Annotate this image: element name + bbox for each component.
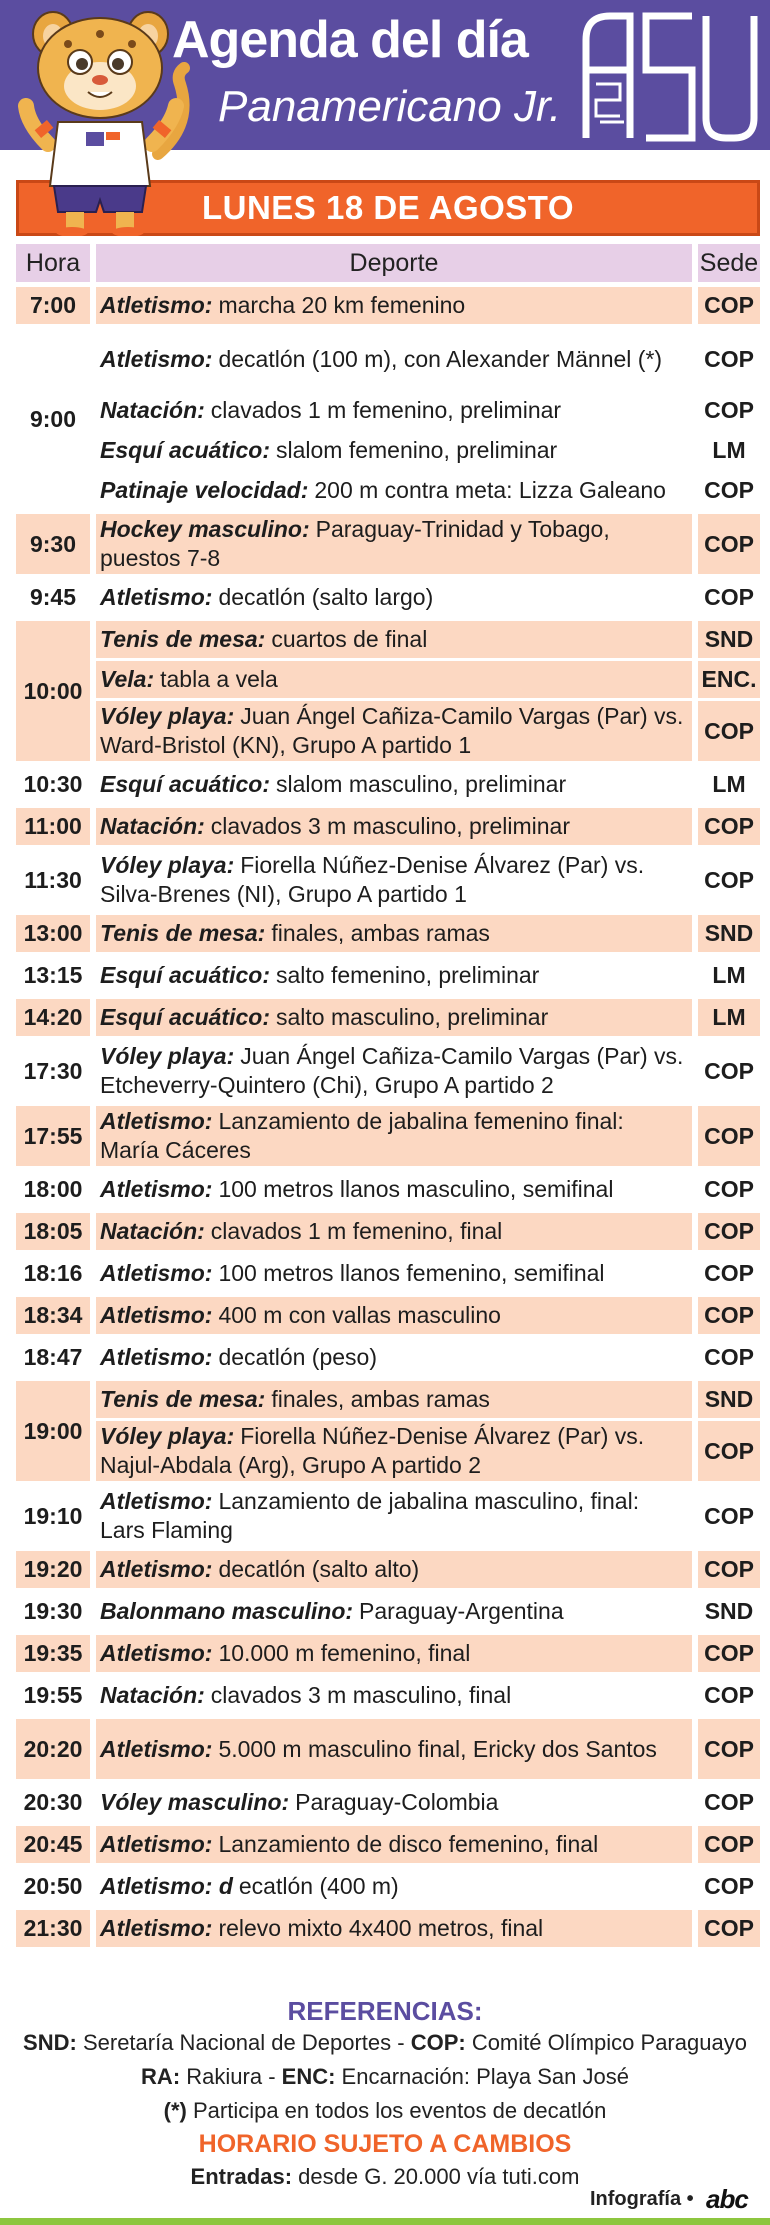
venue-code: COP xyxy=(704,1260,754,1286)
event-detail: relevo mixto 4x400 metros, final xyxy=(218,1915,544,1941)
time-cell: 19:20 xyxy=(16,1551,90,1588)
event-detail: Paraguay-Trinidad y Tobago, puestos 7-8 xyxy=(100,516,610,571)
time-cell: 9:00 xyxy=(29,405,77,432)
venue-code: SND xyxy=(698,621,760,658)
event-detail: Fiorella Núñez-Denise Álvarez (Par) vs. Najul-Abdala (Arg), Grupo A partido 2 xyxy=(100,1423,645,1478)
event-text xyxy=(100,1639,470,1668)
time-cell: 18:47 xyxy=(23,1344,83,1370)
time-cell: 18:00 xyxy=(23,1176,83,1202)
sport-name: Tenis de mesa: xyxy=(100,626,266,652)
event-detail: Juan Ángel Cañiza-Camilo Vargas (Par) vs. Ward-Bristol (KN), Grupo A partido 1 xyxy=(100,703,684,758)
event-description xyxy=(96,432,692,469)
event-description xyxy=(96,1635,692,1672)
event-description xyxy=(96,915,692,952)
venue-code: LM xyxy=(712,962,746,988)
sport-name: Atletismo: xyxy=(100,1260,213,1286)
column-header-sede: Sede xyxy=(698,244,760,282)
event-text xyxy=(100,812,570,841)
venue-code: LM xyxy=(712,771,746,797)
time-cell: 18:16 xyxy=(23,1260,83,1286)
sport-name: Atletismo: xyxy=(100,1831,213,1857)
venue-code: COP xyxy=(698,287,760,324)
event-detail: 100 metros llanos masculino, semifinal xyxy=(218,1176,614,1202)
event-detail: Paraguay-Colombia xyxy=(295,1789,499,1815)
event-text xyxy=(100,291,465,320)
event-text xyxy=(100,1107,686,1165)
venue-code: LM xyxy=(712,437,746,463)
snd-key: SND: xyxy=(23,2030,77,2055)
snd-text: Seretaría Nacional de Deportes - xyxy=(82,2030,411,2055)
venue-code: COP xyxy=(698,1551,760,1588)
venue-code: COP xyxy=(704,1344,754,1370)
event-text xyxy=(100,583,433,612)
event-description xyxy=(96,1297,692,1334)
venue-code: COP xyxy=(698,1421,760,1481)
event-description xyxy=(96,472,692,509)
sport-name: Vela: xyxy=(100,666,155,692)
sport-name: Atletismo: xyxy=(100,584,213,610)
event-detail: decatlón (100 m), con Alexander Männel (*) xyxy=(218,345,663,372)
venue-code: LM xyxy=(698,999,760,1036)
event-text xyxy=(100,1301,501,1330)
venue-code: SND xyxy=(698,915,760,952)
schedule-table xyxy=(16,244,760,1952)
event-description xyxy=(96,1551,692,1588)
references-title: REFERENCIAS: xyxy=(287,1996,483,2026)
event-text xyxy=(100,961,539,990)
sport-name: Natación: xyxy=(100,1218,205,1244)
event-detail: slalom femenino, preliminar xyxy=(275,437,558,463)
venue-code: COP xyxy=(704,397,754,423)
event-description xyxy=(96,701,692,761)
event-text xyxy=(100,396,561,425)
sport-name: Atletismo: d xyxy=(100,1873,233,1899)
time-cell: 9:30 xyxy=(16,514,90,574)
venue-code: COP xyxy=(698,1106,760,1166)
event-description xyxy=(96,1486,692,1546)
sport-name: Atletismo: xyxy=(100,1640,213,1666)
venue-code: COP xyxy=(704,1057,754,1084)
event-detail: 100 metros llanos femenino, semifinal xyxy=(218,1260,605,1286)
event-detail: Juan Ángel Cañiza-Camilo Vargas (Par) vs. Etcheverry-Quintero (Chi), Grupo A partido 2 xyxy=(100,1043,684,1098)
sport-name: Balonmano masculino: xyxy=(100,1598,354,1624)
references-line-3 xyxy=(0,2094,770,2128)
event-detail: Lanzamiento de jabalina femenino final: María Cáceres xyxy=(100,1108,624,1163)
time-cell: 10:00 xyxy=(16,621,90,761)
venue-code: COP xyxy=(698,1910,760,1947)
event-description xyxy=(96,850,692,910)
sport-name: Atletismo: xyxy=(100,1556,213,1582)
event-text xyxy=(100,919,490,948)
venue-code: COP xyxy=(704,345,754,372)
time-cell: 13:00 xyxy=(16,915,90,952)
cop-text: Comité Olímpico Paraguayo xyxy=(471,2030,747,2055)
time-cell: 17:30 xyxy=(23,1057,83,1084)
enc-key: ENC: xyxy=(281,2064,336,2089)
event-description xyxy=(96,1677,692,1714)
star-text: Participa en todos los eventos de decatlón xyxy=(192,2098,607,2123)
event-text xyxy=(100,345,662,374)
event-detail: decatlón (peso) xyxy=(218,1344,377,1370)
time-cell: 17:55 xyxy=(16,1106,90,1166)
event-description xyxy=(96,1255,692,1292)
event-detail: marcha 20 km femenino xyxy=(218,292,466,318)
venue-code: COP xyxy=(698,1826,760,1863)
bottom-accent-bar xyxy=(0,2218,770,2225)
event-text xyxy=(100,1597,564,1626)
asu-2025-logo xyxy=(580,10,758,142)
event-text xyxy=(100,1735,657,1764)
event-description xyxy=(96,1171,692,1208)
sport-name: Patinaje velocidad: xyxy=(100,477,309,503)
event-description xyxy=(96,579,692,616)
event-description xyxy=(96,1826,692,1863)
sport-name: Esquí acuático: xyxy=(100,962,270,988)
time-cell: 19:55 xyxy=(23,1682,83,1708)
event-text xyxy=(100,515,686,573)
event-description xyxy=(96,1421,692,1481)
event-text xyxy=(100,1343,377,1372)
event-detail: tabla a vela xyxy=(160,666,278,692)
credit-label: Infografía • xyxy=(590,2188,694,2210)
event-text xyxy=(100,1217,502,1246)
venue-code: COP xyxy=(698,1297,760,1334)
event-description xyxy=(96,1784,692,1821)
event-description xyxy=(96,999,692,1036)
event-detail: clavados 3 m masculino, preliminar xyxy=(210,813,570,839)
event-detail: decatlón (salto largo) xyxy=(218,584,434,610)
sport-name: Hockey masculino: xyxy=(100,516,310,542)
time-cell: 11:30 xyxy=(24,866,82,893)
schedule-warning: HORARIO SUJETO A CAMBIOS xyxy=(198,2130,572,2158)
event-text xyxy=(100,851,686,909)
sport-name: Vóley playa: xyxy=(100,703,235,729)
event-detail: 5.000 m masculino final, Ericky dos Santos xyxy=(218,1735,657,1762)
event-detail: slalom masculino, preliminar xyxy=(275,771,567,797)
sport-name: Atletismo: xyxy=(100,1488,213,1514)
page-title: Agenda del día xyxy=(172,11,528,69)
sport-name: Esquí acuático: xyxy=(100,437,270,463)
venue-code: COP xyxy=(704,866,754,893)
venue-code: COP xyxy=(704,1873,754,1899)
event-description xyxy=(96,766,692,803)
enc-text: Encarnación: Playa San José xyxy=(341,2064,629,2089)
event-detail: 200 m contra meta: Lizza Galeano xyxy=(314,477,666,503)
mascot-illustration xyxy=(8,4,198,236)
event-text xyxy=(100,1003,548,1032)
event-text xyxy=(100,1830,598,1859)
event-text xyxy=(100,1914,543,1943)
event-text xyxy=(100,1681,511,1710)
event-detail: Fiorella Núñez-Denise Álvarez (Par) vs. Silva-Brenes (NI), Grupo A partido 1 xyxy=(100,852,645,907)
event-detail: salto masculino, preliminar xyxy=(275,1004,549,1030)
event-text xyxy=(100,770,566,799)
time-cell: 19:30 xyxy=(23,1598,83,1624)
references-line-1 xyxy=(0,2026,770,2060)
event-text xyxy=(100,665,278,694)
sport-name: Atletismo: xyxy=(100,1344,213,1370)
event-detail: clavados 1 m femenino, preliminar xyxy=(210,397,562,423)
abc-brand-logo: abc xyxy=(706,2184,748,2214)
event-text xyxy=(100,1555,419,1584)
event-detail: Paraguay-Argentina xyxy=(359,1598,564,1624)
time-cell: 21:30 xyxy=(16,1910,90,1947)
event-description xyxy=(96,1213,692,1250)
venue-code: COP xyxy=(704,1789,754,1815)
venue-code: COP xyxy=(704,1502,754,1529)
venue-code: COP xyxy=(698,1635,760,1672)
event-detail: Lanzamiento de jabalina masculino, final: Lars Flaming xyxy=(100,1488,640,1543)
time-cell: 19:35 xyxy=(16,1635,90,1672)
time-cell: 18:05 xyxy=(16,1213,90,1250)
sport-name: Atletismo: xyxy=(100,1108,213,1134)
time-cell: 13:15 xyxy=(23,962,83,988)
event-description xyxy=(96,1339,692,1376)
column-header-hora: Hora xyxy=(16,244,90,282)
time-cell: 14:20 xyxy=(16,999,90,1036)
references-line-2 xyxy=(0,2060,770,2094)
event-text xyxy=(100,1385,490,1414)
event-description xyxy=(96,287,692,324)
time-cell: 11:00 xyxy=(16,808,90,845)
event-text xyxy=(100,1487,686,1545)
venue-code: COP xyxy=(704,584,754,610)
event-detail: finales, ambas ramas xyxy=(271,920,490,946)
entradas-key: Entradas: xyxy=(190,2164,293,2189)
sport-name: Atletismo: xyxy=(100,1915,213,1941)
time-cell: 20:30 xyxy=(23,1789,83,1815)
event-description xyxy=(96,621,692,658)
event-text xyxy=(100,436,557,465)
event-description xyxy=(96,957,692,994)
event-description xyxy=(96,1381,692,1418)
event-detail: clavados 1 m femenino, final xyxy=(210,1218,503,1244)
ra-key: RA: xyxy=(141,2064,181,2089)
time-cell: 7:00 xyxy=(16,287,90,324)
event-detail: clavados 3 m masculino, final xyxy=(210,1682,512,1708)
sport-name: Atletismo: xyxy=(100,1176,213,1202)
event-description xyxy=(96,1910,692,1947)
venue-code: COP xyxy=(704,1682,754,1708)
header-banner xyxy=(0,0,770,150)
event-description xyxy=(96,1041,692,1101)
event-description xyxy=(96,808,692,845)
event-text xyxy=(100,625,427,654)
sport-name: Natación: xyxy=(100,397,205,423)
venue-code: COP xyxy=(698,701,760,761)
event-text xyxy=(100,702,686,760)
sport-name: Vóley playa: xyxy=(100,1423,235,1449)
event-description xyxy=(96,1719,692,1779)
cop-key: COP: xyxy=(410,2030,466,2055)
event-text xyxy=(100,1042,686,1100)
event-text xyxy=(100,1259,605,1288)
event-description xyxy=(96,1106,692,1166)
sport-name: Vóley playa: xyxy=(100,1043,235,1069)
sport-name: Esquí acuático: xyxy=(100,1004,270,1030)
sport-name: Natación: xyxy=(100,813,205,839)
sport-name: Vóley playa: xyxy=(100,852,235,878)
time-cell: 19:00 xyxy=(16,1381,90,1481)
time-cell: 18:34 xyxy=(16,1297,90,1334)
venue-code: COP xyxy=(698,514,760,574)
event-description xyxy=(96,1868,692,1905)
sport-name: Atletismo: xyxy=(100,1302,213,1328)
sport-name: Atletismo: xyxy=(100,1735,213,1762)
page-subtitle: Panamericano Jr. xyxy=(218,82,562,131)
entradas-text: desde G. 20.000 vía tuti.com xyxy=(298,2164,580,2189)
venue-code: SND xyxy=(704,1598,754,1624)
time-cell: 9:45 xyxy=(29,584,77,610)
venue-code: COP xyxy=(698,1719,760,1779)
event-description xyxy=(96,1593,692,1630)
event-text xyxy=(100,476,666,505)
event-description xyxy=(96,329,692,389)
event-detail: cuartos de final xyxy=(271,626,428,652)
event-detail: 10.000 m femenino, final xyxy=(218,1640,471,1666)
time-cell: 20:45 xyxy=(16,1826,90,1863)
event-detail: ecatlón (400 m) xyxy=(238,1873,399,1899)
venue-code: ENC. xyxy=(698,661,760,698)
event-text xyxy=(100,1788,498,1817)
event-detail: salto femenino, preliminar xyxy=(275,962,540,988)
venue-code: COP xyxy=(698,1213,760,1250)
star-key: (*) xyxy=(163,2098,187,2123)
time-cell: 20:50 xyxy=(23,1873,83,1899)
date-label: LUNES 18 DE AGOSTO xyxy=(201,189,575,226)
references-section xyxy=(0,1996,770,2194)
event-description xyxy=(96,514,692,574)
venue-code: COP xyxy=(698,808,760,845)
event-detail: decatlón (salto alto) xyxy=(218,1556,420,1582)
time-cell: 20:20 xyxy=(16,1719,90,1779)
event-detail: finales, ambas ramas xyxy=(271,1386,490,1412)
venue-code: SND xyxy=(698,1381,760,1418)
venue-code: COP xyxy=(704,477,754,503)
sport-name: Tenis de mesa: xyxy=(100,1386,266,1412)
event-description xyxy=(96,392,692,429)
column-header-deporte: Deporte xyxy=(96,244,692,282)
event-description xyxy=(96,661,692,698)
venue-code: COP xyxy=(704,1176,754,1202)
sport-name: Vóley masculino: xyxy=(100,1789,290,1815)
event-detail: 400 m con vallas masculino xyxy=(218,1302,501,1328)
event-text xyxy=(100,1422,686,1480)
event-detail: Lanzamiento de disco femenino, final xyxy=(218,1831,599,1857)
ra-text: Rakiura - xyxy=(186,2064,282,2089)
sport-name: Esquí acuático: xyxy=(100,771,270,797)
sport-name: Atletismo: xyxy=(100,345,213,372)
sport-name: Atletismo: xyxy=(100,292,213,318)
event-text xyxy=(100,1872,399,1901)
sport-name: Natación: xyxy=(100,1682,205,1708)
event-text xyxy=(100,1175,613,1204)
sport-name: Tenis de mesa: xyxy=(100,920,266,946)
time-cell: 19:10 xyxy=(23,1502,83,1529)
time-cell: 10:30 xyxy=(23,771,83,797)
